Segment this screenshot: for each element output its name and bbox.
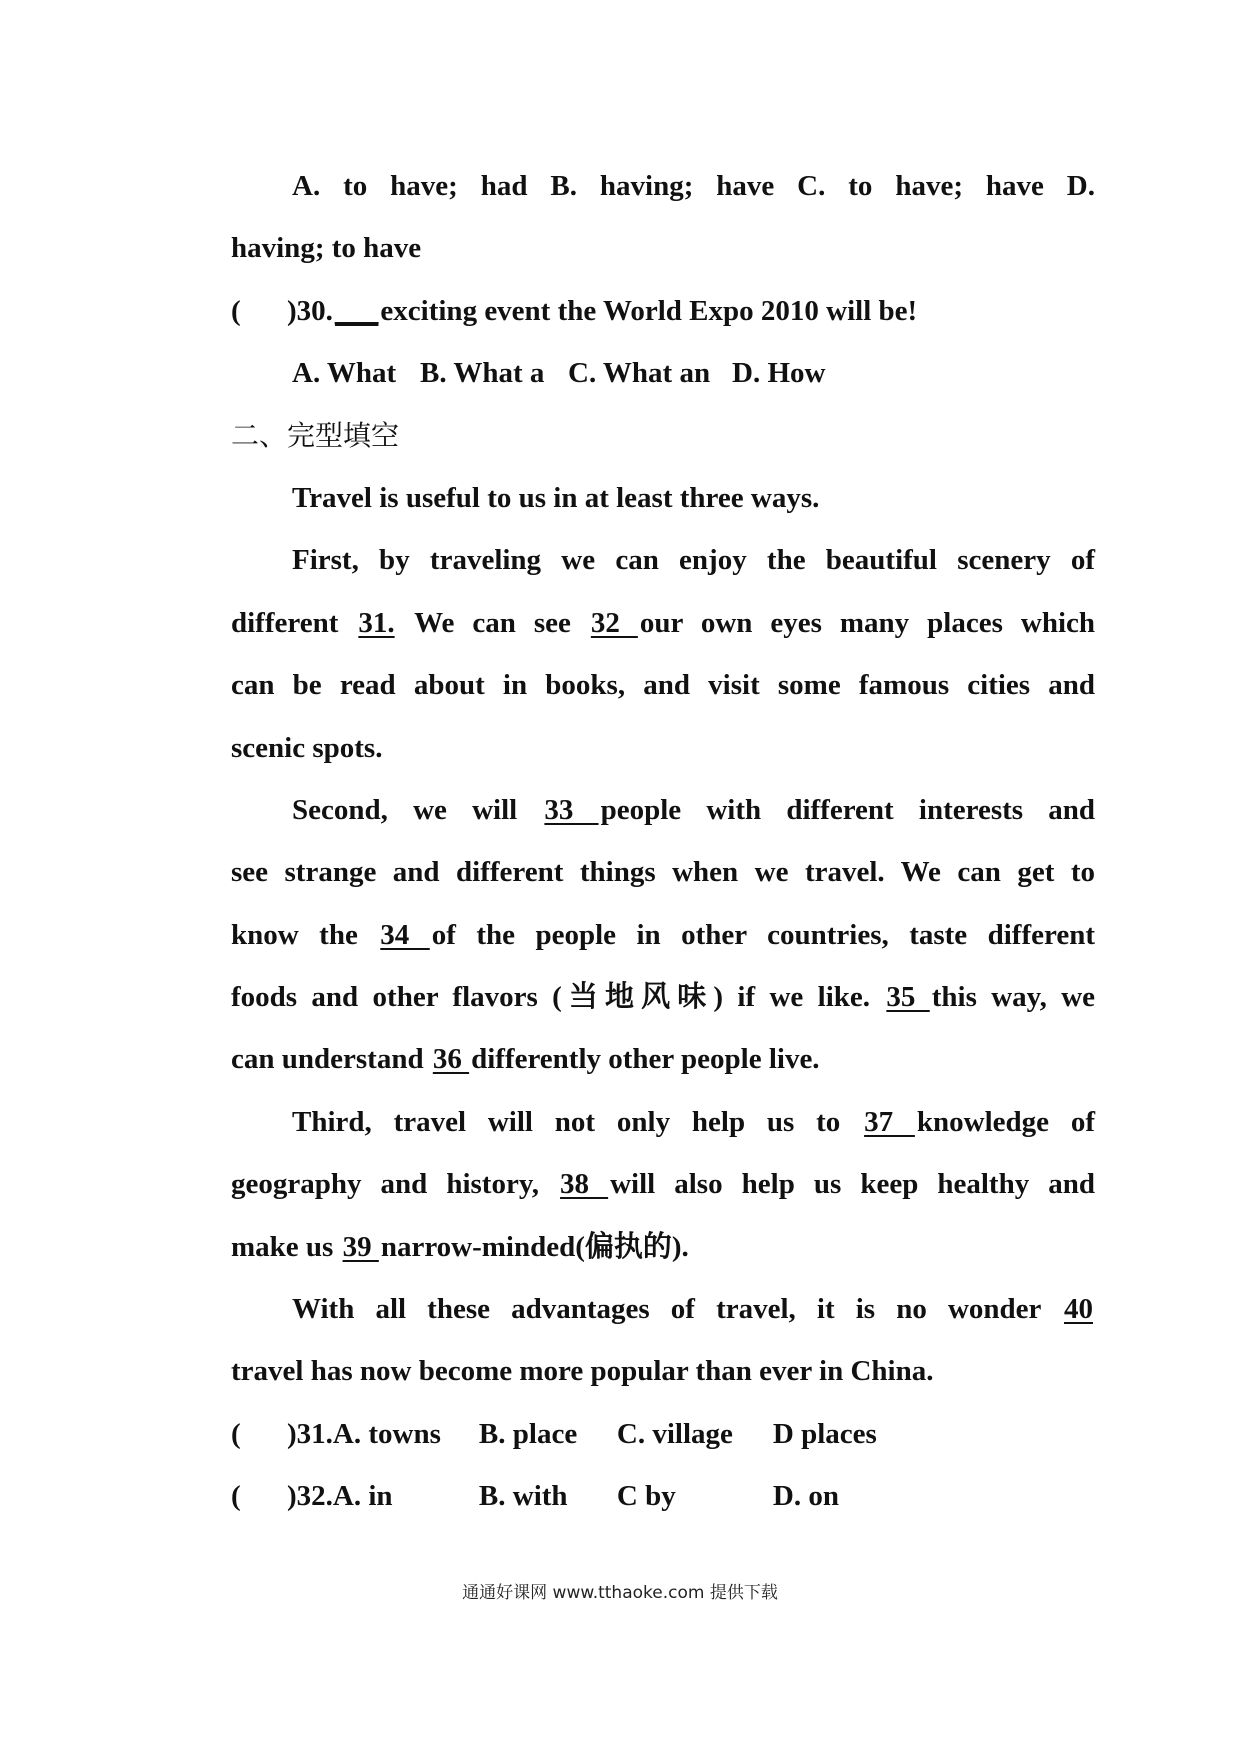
option-a: A. towns [332, 1417, 441, 1450]
question-blank: ___ [334, 294, 379, 327]
q32-row [231, 1465, 1095, 1527]
passage-line: With all these advantages of travel, it is no wonder 40 [292, 1293, 1093, 1326]
answer-paren: ( [231, 294, 241, 327]
option-b: B. What a [420, 357, 545, 390]
passage-line: Third, travel will not only help us to 37 knowledge of [292, 1105, 1095, 1138]
option-c: C. village [616, 1417, 733, 1450]
blank-36: 36 [432, 1043, 470, 1076]
blank-37: 37 [864, 1105, 915, 1138]
passage-line: can be read about in books, and visit some famous cities and [231, 669, 1095, 702]
question-number: )32. [287, 1480, 333, 1513]
passage-line: know the 34 of the people in other countries, taste different [231, 918, 1095, 951]
option-c: C. What an [568, 357, 711, 390]
passage-line: can understand 36 differently other people live. [231, 1043, 820, 1076]
passage-line: foods and other flavors (当地风味) if we like. 35 this way, we [231, 981, 1096, 1014]
q29-options-line-cont: having; to have [231, 232, 422, 265]
passage-line: geography and history, 38 will also help us keep healthy and [231, 1168, 1096, 1201]
q31-row [231, 1403, 1095, 1465]
question-number: )31. [287, 1417, 333, 1450]
page-footer: 通通好课网 www.tthaoke.com 提供下载 [462, 1583, 778, 1603]
passage-line: travel has now become more popular than ever in China. [231, 1355, 934, 1388]
blank-40: 40 [1064, 1293, 1093, 1326]
passage-line: First, by traveling we can enjoy the beautiful scenery of [292, 544, 1095, 577]
option-d: D. How [732, 357, 826, 390]
passage-line: scenic spots. [231, 731, 383, 764]
passage-line: see strange and different things when we travel. We can get to [231, 856, 1095, 889]
answer-paren: ( [231, 1417, 241, 1450]
blank-38: 38 [560, 1168, 609, 1201]
worksheet-page [231, 155, 1095, 1528]
blank-31: 31. [358, 606, 395, 639]
passage-intro: Travel is useful to us in at least three ways. [292, 481, 820, 514]
option-d: D places [772, 1417, 877, 1450]
option-a: A. What [292, 357, 397, 390]
option-b: B. place [478, 1417, 578, 1450]
q30-stem [231, 280, 1095, 342]
option-c: C by [616, 1480, 676, 1513]
q29-options-line: A. to have; had B. having; have C. to have; have D. [292, 170, 1095, 202]
passage-line: make us 39 narrow-minded(偏执的). [231, 1230, 689, 1263]
blank-33: 33 [544, 793, 599, 826]
q30-options [231, 342, 1095, 404]
blank-32: 32 [590, 606, 638, 639]
answer-paren: ( [231, 1480, 241, 1513]
option-a: A. in [332, 1480, 393, 1513]
blank-35: 35 [886, 981, 930, 1014]
section-title: 二、完型填空 [231, 418, 400, 452]
option-d: D. on [772, 1480, 839, 1513]
question-text: exciting event the World Expo 2010 will be! [380, 294, 918, 327]
passage-line: different 31. We can see 32 our own eyes many places which [231, 606, 1096, 639]
option-b: B. with [478, 1480, 568, 1513]
blank-34: 34 [380, 918, 430, 951]
question-number: )30. [287, 294, 333, 327]
passage-line: Second, we will 33 people with different interests and [292, 793, 1096, 826]
blank-39: 39 [342, 1230, 379, 1263]
